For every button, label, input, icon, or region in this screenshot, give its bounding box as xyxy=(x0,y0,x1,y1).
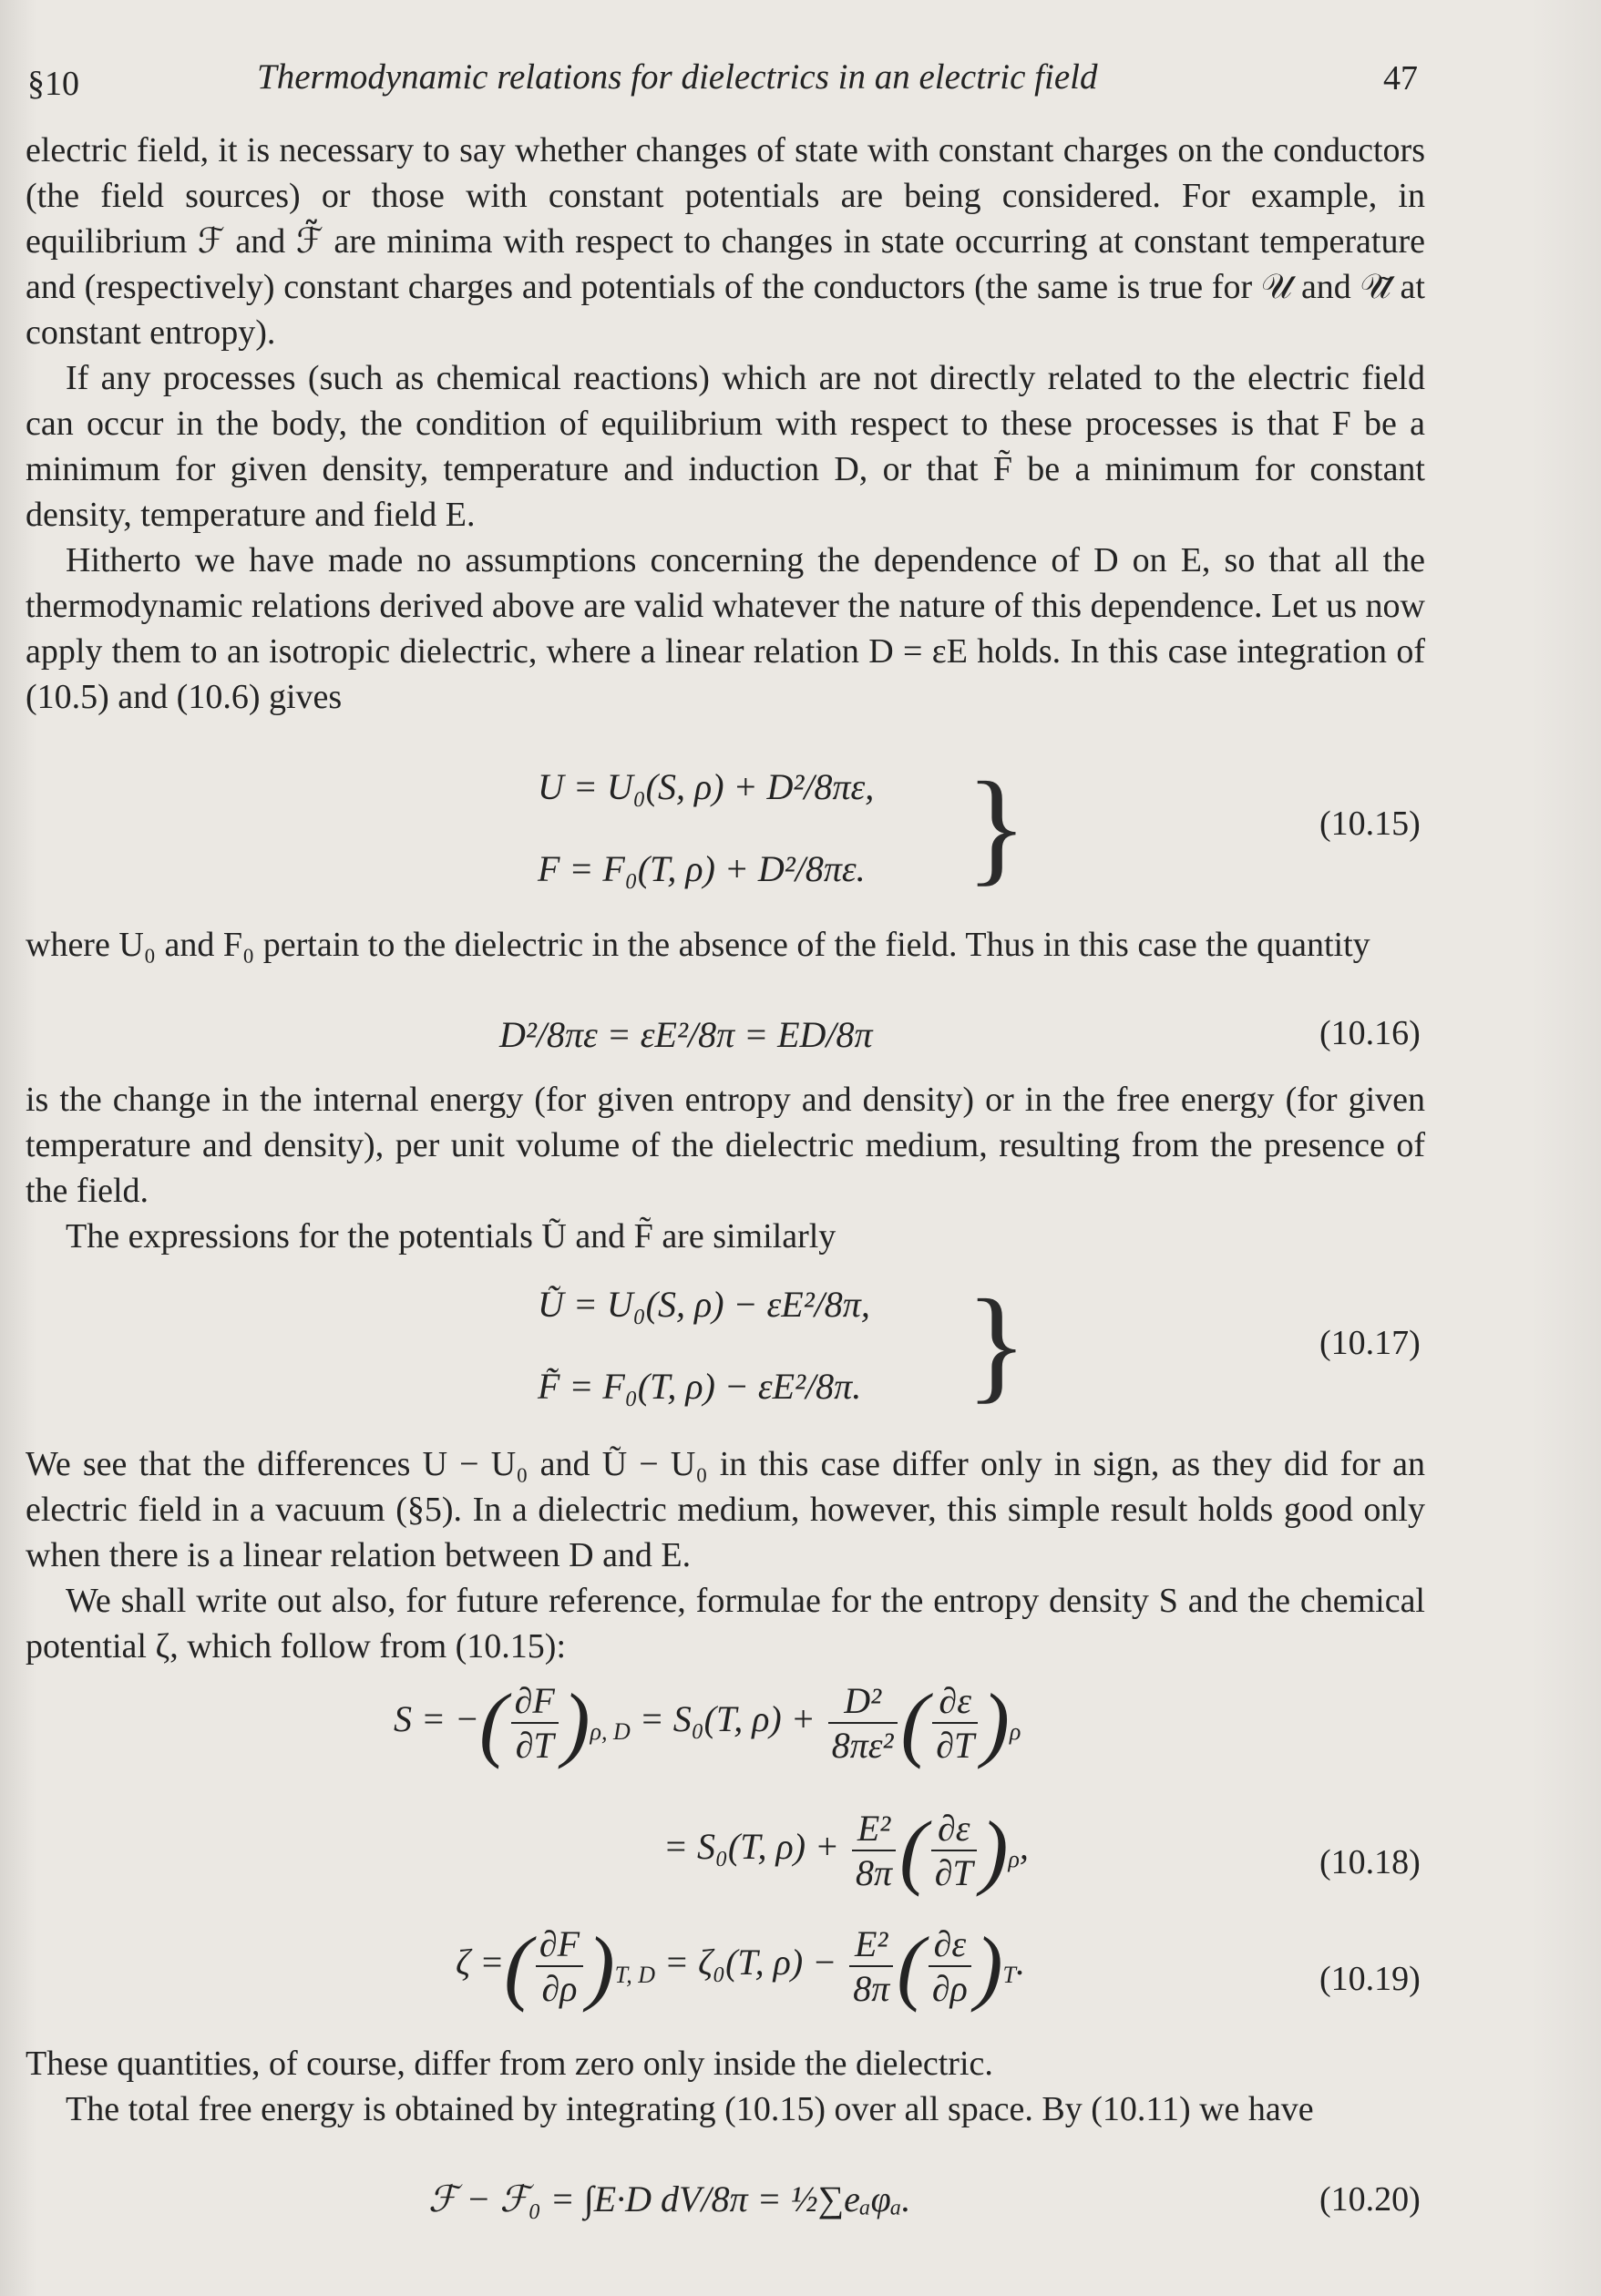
eq18-dT2: ∂T xyxy=(936,1725,975,1766)
paragraph-5 xyxy=(26,1077,1425,1214)
eq18-den1: 8πε² xyxy=(831,1725,894,1766)
equation-number-10-15: (10.15) xyxy=(1319,805,1421,843)
eq18-mid1: = S₀(T, ρ) + xyxy=(639,1698,816,1740)
paragraph-8-text: We shall write out also, for future reference, formulae for the entropy density S and the chemical potential ζ, which follow from (10.15): xyxy=(26,1582,1425,1666)
right-brace-2: } xyxy=(966,1274,1028,1415)
paragraph-10 xyxy=(26,2086,1425,2132)
eq18-comma: , xyxy=(1019,1826,1029,1868)
paragraph-7 xyxy=(26,1441,1425,1578)
paragraph-1-text: electric field, it is necessary to say whether changes of state with constant charges on the conductors (the field sources) or those with constant potentials are being considered. For example, in equilibrium ℱ and ℱ̃ are minima with respect to changes in state occurring at constant temperature and (respectively) constant charges and potentials of the conductors (the same is true for 𝒰 and 𝒰̃ at constant entropy). xyxy=(26,131,1425,352)
equation-number-10-19: (10.19) xyxy=(1319,1960,1421,1998)
eq19-dF: ∂F xyxy=(536,1922,583,1967)
eq18-de: ∂ε xyxy=(932,1679,978,1724)
equation-10-18-line1: S = −( $\frac{\partial F}{\partial T}$ )$_{\rho, D} = S_0(T$, ρ) + $\frac{\text{D²}}{\text{8πε²}}$ ( $\frac{\partial\varepsilon}{\partial T}$ )$_\rho$ xyxy=(394,1676,1021,1769)
equation-10-19: ζ =( $\frac{\partial F}{\partial\rho}$ )$_{T, D} = \zeta_0(T$, ρ) − $\frac{\text{E²}}{8\pi}$ ( $\frac{\partial\varepsilon}{\partial\rho}$ )$_T$. xyxy=(456,1920,1025,2013)
eq18-dT: ∂T xyxy=(515,1725,554,1766)
page-number: 47 xyxy=(1383,59,1418,97)
eq18-subscript: ρ, D xyxy=(590,1718,631,1746)
paragraph-3-text: Hitherto we have made no assumptions concerning the dependence of D on E, so that all the thermodynamic relations derived above are valid whatever the nature of this dependence. Let us now apply them to an isotropic dielectric, where a linear relation D = εE holds. In this case integration of (10.5) and (10.6) gives xyxy=(26,541,1425,716)
paragraph-2 xyxy=(26,355,1425,538)
paragraph-8 xyxy=(26,1578,1425,1669)
paragraph-10-text: The total free energy is obtained by integrating (10.15) over all space. By (10.11) we have xyxy=(66,2090,1314,2128)
eq19-subT: T xyxy=(1002,1962,1016,1989)
eq18-dF: ∂F xyxy=(511,1679,559,1724)
equation-number-10-20: (10.20) xyxy=(1319,2180,1421,2219)
paragraph-3 xyxy=(26,538,1425,720)
eq19-de-drho xyxy=(929,1922,971,2010)
equation-10-15-line1: U = U₀(S, ρ) + D²/8πε, xyxy=(538,766,875,807)
equation-number-10-16: (10.16) xyxy=(1319,1014,1421,1052)
eq19-drho: ∂ρ xyxy=(541,1968,578,2009)
eq18-de-2: ∂ε xyxy=(931,1807,977,1851)
eq18-de-dT xyxy=(932,1679,978,1767)
paragraph-9-text: These quantities, of course, differ from zero only inside the dielectric. xyxy=(26,2045,993,2083)
equation-number-10-17: (10.17) xyxy=(1319,1324,1421,1362)
eq19-den: 8π xyxy=(853,1968,890,2009)
paragraph-4 xyxy=(26,922,1425,968)
equation-10-20: ℱ − ℱ₀ = ∫E·D dV/8π = ½∑eₐφₐ. xyxy=(428,2178,911,2219)
eq18-dT-2: ∂T xyxy=(934,1852,973,1893)
eq18-subr-2: ρ xyxy=(1008,1846,1020,1873)
eq19-de: ∂ε xyxy=(929,1922,971,1967)
eq19-dot: . xyxy=(1015,1942,1025,1983)
equation-10-16: D²/8πε = εE²/8π = ED/8π xyxy=(499,1014,873,1055)
paragraph-1 xyxy=(26,128,1425,355)
eq19-E2: E² xyxy=(849,1922,893,1967)
running-header xyxy=(0,56,1601,111)
paragraph-6 xyxy=(26,1214,1425,1259)
eq18-subr: ρ xyxy=(1009,1718,1021,1746)
paragraph-6-text: The expressions for the potentials Ũ and F̃ are similarly xyxy=(66,1217,836,1256)
right-brace: } xyxy=(966,756,1028,897)
eq18-den2: 8π xyxy=(856,1852,893,1893)
eq18-coefficient xyxy=(828,1679,898,1767)
equation-10-15-line2: F = F₀(T, ρ) + D²/8πε. xyxy=(538,848,866,889)
equation-number-10-18: (10.18) xyxy=(1319,1843,1421,1881)
eq19-lhs: ζ = xyxy=(456,1942,505,1983)
eq18-partial-fraction xyxy=(511,1679,559,1767)
header-title: Thermodynamic relations for dielectrics in an electric field xyxy=(257,57,1098,97)
eq18-D2: D² xyxy=(828,1679,898,1724)
paragraph-5-text: is the change in the internal energy (for given entropy and density) or in the free energy (for given temperature and density), per unit volume of the dielectric medium, resulting from the presence of the field. xyxy=(26,1081,1425,1210)
eq19-subscript: T, D xyxy=(614,1962,655,1989)
eq18-lhs: S = − xyxy=(394,1698,479,1740)
eq18-mid2: = S₀(T, ρ) + xyxy=(663,1826,840,1868)
paragraph-4-text: where U₀ and F₀ pertain to the dielectric in the absence of the field. Thus in this case the quantity xyxy=(26,926,1370,964)
section-label: §10 xyxy=(27,65,79,103)
paragraph-2-text: If any processes (such as chemical reactions) which are not directly related to the electric field can occur in the body, the condition of equilibrium with respect to these processes is that F be a minimum for given density, temperature and induction D, or that F̃ be a minimum for constant density, temperature and field E. xyxy=(26,359,1425,534)
eq19-drho2: ∂ρ xyxy=(931,1968,968,2009)
eq19-partial-fraction xyxy=(536,1922,583,2010)
eq18-coefficient-2 xyxy=(852,1807,896,1894)
equation-10-17-line1: Ũ = U₀(S, ρ) − εE²/8π, xyxy=(538,1284,870,1325)
eq18-E2: E² xyxy=(852,1807,896,1851)
eq19-mid: = ζ₀(T, ρ) − xyxy=(663,1942,837,1983)
equation-10-17-line2: F̃ = F₀(T, ρ) − εE²/8π. xyxy=(538,1366,862,1407)
equation-10-18-line2: = S₀(T, ρ) + $\frac{\text{E²}}{8\pi}$ ( $\frac{\partial\varepsilon}{\partial T}$ )$_\rho$, xyxy=(663,1804,1029,1897)
eq19-coefficient xyxy=(849,1922,893,2010)
paragraph-9 xyxy=(26,2041,1425,2086)
paragraph-7-text: We see that the differences U − U₀ and Ũ − U₀ in this case differ only in sign, as they did for an electric field in a vacuum (§5). In a dielectric medium, however, this simple result holds good only when there is a linear relation between D and E. xyxy=(26,1445,1425,1574)
eq18-de-dT-2 xyxy=(931,1807,977,1894)
